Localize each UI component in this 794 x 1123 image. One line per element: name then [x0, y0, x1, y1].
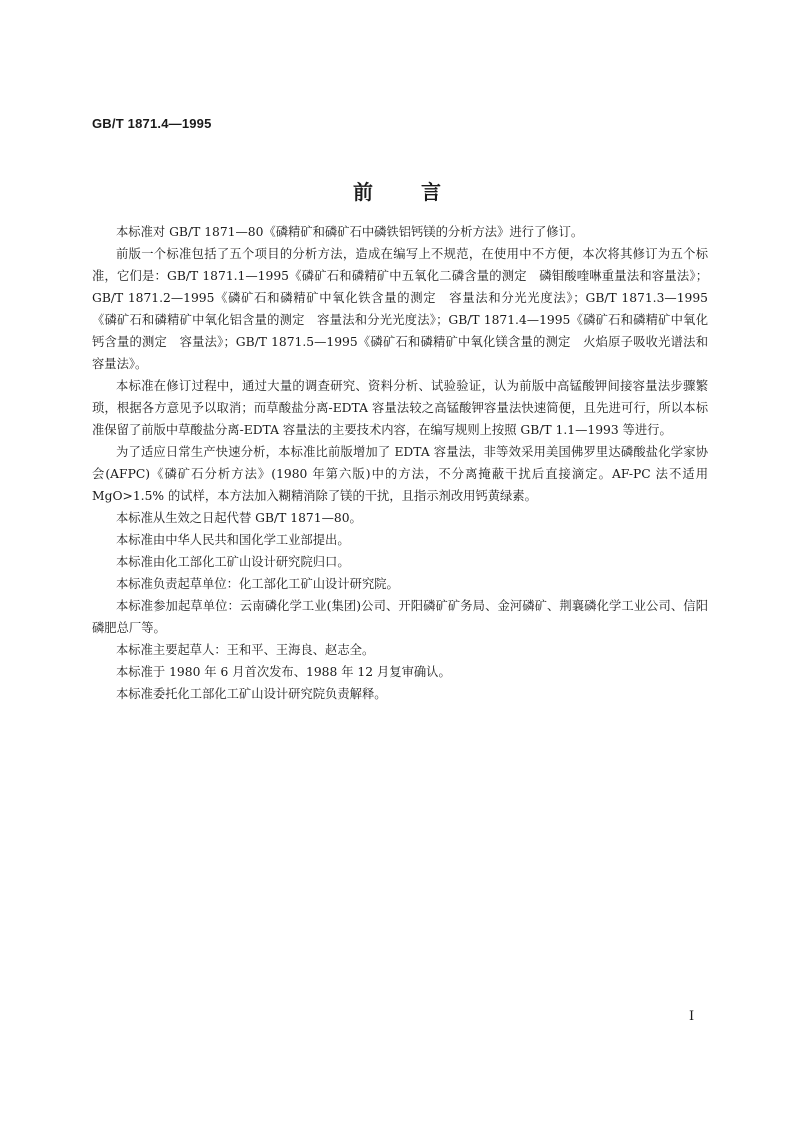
paragraph-replaces: 本标准从生效之日起代替 GB/T 1871—80。	[116, 511, 362, 525]
paragraph-revision-note: 本标准对 GB/T 1871—80《磷精矿和磷矿石中磷铁铝钙镁的分析方法》进行了修订。	[116, 225, 584, 239]
paragraph-split-standards: 前版一个标准包括了五个项目的分析方法，造成在编写上不规范，在使用中不方便，本次将其修订为五个标准，它们是：GB/T 1871.1—1995《磷矿石和磷精矿中五氧化二磷含量的测定 磷钼酸喹啉重量法和容量法》；GB/T 1871.2—1995《磷矿石和磷精矿中氧化铁含量的测定 容量法和分光光度法》；GB/T 1871.3—1995《磷矿石和磷精矿中氧化铝含量的测定 容量法和分光光度法》；GB/T 1871.4—1995《磷矿石和磷精矿中氧化钙含量的测定 容量法》；GB/T 1871.5—1995《磷矿石和磷精矿中氧化镁含量的测定 火焰原子吸收光谱法和容量法》。	[92, 247, 708, 371]
paragraph-edta-method: 为了适应日常生产快速分析，本标准比前版增加了 EDTA 容量法，非等效采用美国佛罗里达磷酸盐化学家协会(AFPC)《磷矿石分析方法》(1980 年第六版)中的方法，不分离掩蔽干扰后直接滴定。AF-PC 法不适用 MgO>1.5% 的试样，本方法加入糊精消除了镁的干扰，且指示剂改用钙黄绿素。	[92, 445, 708, 503]
paragraph-drafting-unit: 本标准负责起草单位：化工部化工矿山设计研究院。	[116, 577, 399, 591]
paragraph-interpretation: 本标准委托化工部化工矿山设计研究院负责解释。	[116, 687, 387, 701]
paragraph-drafters: 本标准主要起草人：王和平、王海良、赵志全。	[116, 643, 375, 657]
page-number: I	[689, 1009, 695, 1024]
foreword-body	[92, 221, 708, 705]
title-char-2: 言	[421, 180, 441, 204]
paragraph-proposed-by: 本标准由中华人民共和国化学工业部提出。	[116, 533, 350, 547]
paragraph-history: 本标准于 1980 年 6 月首次发布、1988 年 12 月复审确认。	[116, 665, 451, 679]
paragraph-centralized-by: 本标准由化工部化工矿山设计研究院归口。	[116, 555, 350, 569]
paragraph-participating-units: 本标准参加起草单位：云南磷化学工业(集团)公司、开阳磷矿矿务局、金河磷矿、荆襄磷化学工业公司、信阳磷肥总厂等。	[92, 599, 708, 635]
standard-code: GB/T 1871.4—1995	[92, 116, 212, 131]
page-title	[0, 176, 794, 205]
title-char-1: 前	[353, 180, 373, 204]
paragraph-revision-process: 本标准在修订过程中，通过大量的调查研究、资料分析、试验验证，认为前版中高锰酸钾间接容量法步骤繁琐，根据各方意见予以取消；而草酸盐分离-EDTA 容量法较之高锰酸钾容量法快速简便，且先进可行，所以本标准保留了前版中草酸盐分离-EDTA 容量法的主要技术内容，在编写规则上按照 GB/T 1.1—1993 等进行。	[92, 379, 708, 437]
